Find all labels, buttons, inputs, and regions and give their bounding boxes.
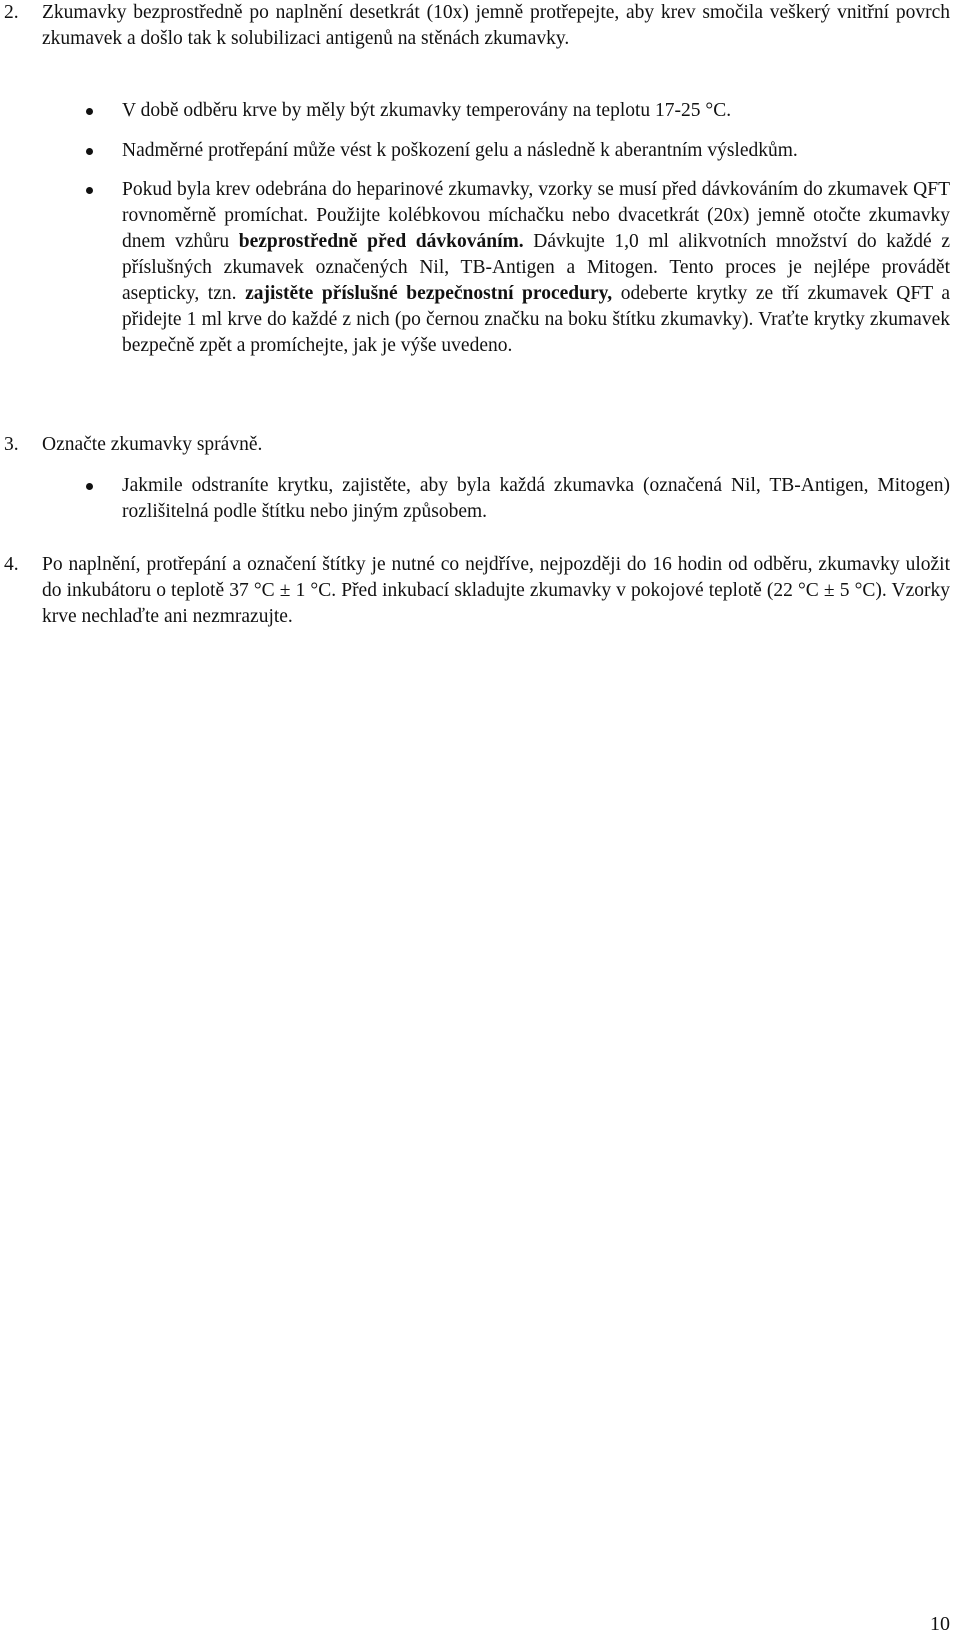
step-3 xyxy=(4,432,950,458)
bold-run: zajistěte příslušné bezpečnostní procedury, xyxy=(245,283,613,304)
step-4 xyxy=(4,552,950,630)
text-run: odeberte krytky ze tří zkumavek QFT a přidejte 1 ml krve do každé z nich (po černou značku na boku štítku zkumavky). Vraťte krytky zkumavek bezpečně zpět a promíchejte, jak je výše uvedeno. xyxy=(122,283,950,356)
step-number: 4. xyxy=(4,554,19,575)
bullet-icon xyxy=(82,98,122,124)
text-run: Dávkujte 1,0 ml alikvotních množství do každé z příslušných zkumavek označených Nil, TB-Antigen a Mitogen. Tento proces je nejlépe provádět asepticky, tzn. xyxy=(122,231,950,304)
bullet-text xyxy=(122,177,950,359)
bullet-text: Jakmile odstraníte krytku, zajistěte, aby byla každá zkumavka (označená Nil, TB-Antigen, Mitogen) rozlišitelná podle štítku nebo jiným způsobem. xyxy=(122,475,950,522)
step-text: Zkumavky bezprostředně po naplnění desetkrát (10x) jemně protřepejte, aby krev smočila veškerý vnitřní povrch zkumavek a došlo tak k solubilizaci antigenů na stěnách zkumavky. xyxy=(42,2,950,49)
text-run: Pokud byla krev odebrána do heparinové zkumavky, vzorky se musí před dávkováním do zkumavek QFT rovnoměrně promíchat. Použijte kolébkovou míchačku nebo dvacetkrát (20x) jemně otočte zkumavky dnem vzhůru xyxy=(122,179,950,252)
step-text: Po naplnění, protřepání a označení štítky je nutné co nejdříve, nejpozději do 16 hodin od odběru, zkumavky uložit do inkubátoru o teplotě 37 °C ± 1 °C. Před inkubací skladujte zkumavky v pokojové teplotě (22 °C ± 5 °C). Vzorky krve nechlaďte ani nezmrazujte. xyxy=(42,554,950,627)
bullet-labeling xyxy=(82,473,950,525)
step-number: 3. xyxy=(4,434,19,455)
bullet-text: V době odběru krve by měly být zkumavky temperovány na teplotu 17-25 °C. xyxy=(122,100,732,121)
bullet-text: Nadměrné protřepání může vést k poškození gelu a následně k aberantním výsledkům. xyxy=(122,140,798,161)
step-2 xyxy=(4,0,950,52)
bullet-icon xyxy=(82,473,122,525)
bullet-shaking xyxy=(82,138,950,164)
bullet-temperature xyxy=(82,98,950,124)
bullet-icon xyxy=(82,177,122,359)
bullet-heparin xyxy=(82,177,950,359)
page-number: 10 xyxy=(930,1613,950,1635)
bullet-icon xyxy=(82,138,122,164)
bold-run: bezprostředně před dávkováním. xyxy=(238,231,524,252)
step-number: 2. xyxy=(4,2,19,23)
step-text: Označte zkumavky správně. xyxy=(42,434,263,455)
